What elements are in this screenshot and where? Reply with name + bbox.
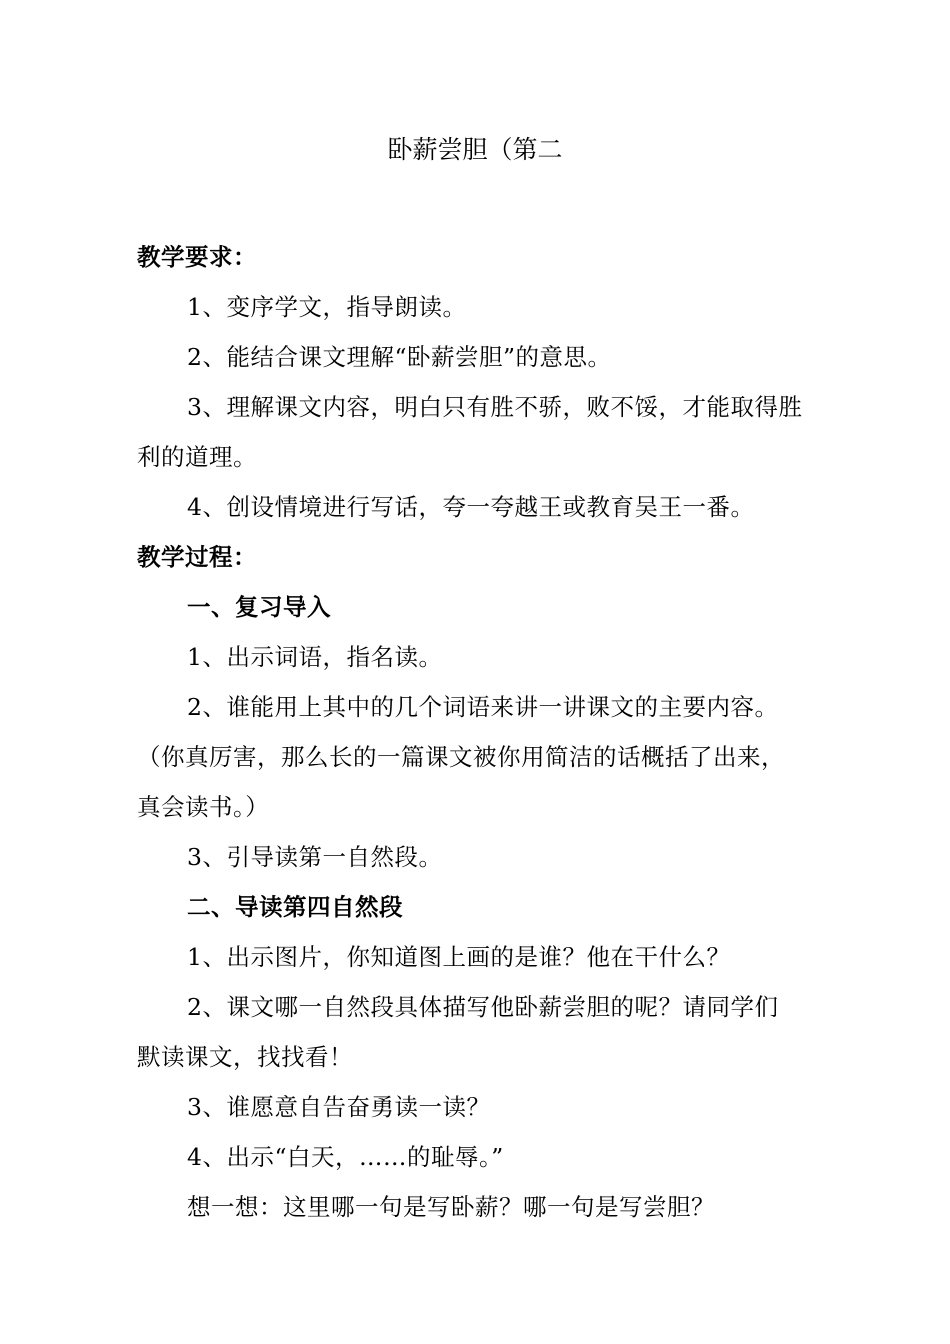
document-body <box>137 232 819 1232</box>
paragraph-line: 想一想：这里哪一句是写卧薪？哪一句是写尝胆？ <box>187 1193 715 1221</box>
paragraph-line: 利的道理。 <box>137 443 257 471</box>
paragraph-line: （你真厉害，那么长的一篇课文被你用简洁的话概括了出来， <box>137 743 785 771</box>
paragraph-line: 真会读书。） <box>137 793 270 821</box>
paragraph-line: 2、能结合课文理解“卧薪尝胆”的意思。 <box>187 343 612 371</box>
paragraph-line: 3、引导读第一自然段。 <box>187 843 443 871</box>
paragraph-line: 2、谁能用上其中的几个词语来讲一讲课文的主要内容。 <box>187 693 779 721</box>
paragraph-line: 4、出示“白天，……的耻辱。” <box>187 1143 504 1171</box>
paragraph-line: 1、变序学文，指导朗读。 <box>187 293 467 321</box>
paragraph-line: 2、课文哪一自然段具体描写他卧薪尝胆的呢？请同学们 <box>187 993 779 1021</box>
paragraph-line: 1、出示图片，你知道图上画的是谁？他在干什么？ <box>187 943 731 971</box>
section-heading-paragraph-four: 二、导读第四自然段 <box>187 893 403 921</box>
heading-teaching-requirements: 教学要求： <box>137 243 257 271</box>
paragraph-line: 默读课文，找找看！ <box>137 1043 353 1071</box>
section-heading-review: 一、复习导入 <box>187 593 331 621</box>
paragraph-line: 4、创设情境进行写话，夸一夸越王或教育吴王一番。 <box>187 493 755 521</box>
heading-teaching-process: 教学过程： <box>137 543 257 571</box>
paragraph-line: 3、谁愿意自告奋勇读一读？ <box>187 1093 491 1121</box>
document-title: 卧薪尝胆（第二 <box>387 135 563 164</box>
paragraph-line: 1、出示词语，指名读。 <box>187 643 443 671</box>
paragraph-line: 3、理解课文内容，明白只有胜不骄，败不馁，才能取得胜 <box>187 393 803 421</box>
